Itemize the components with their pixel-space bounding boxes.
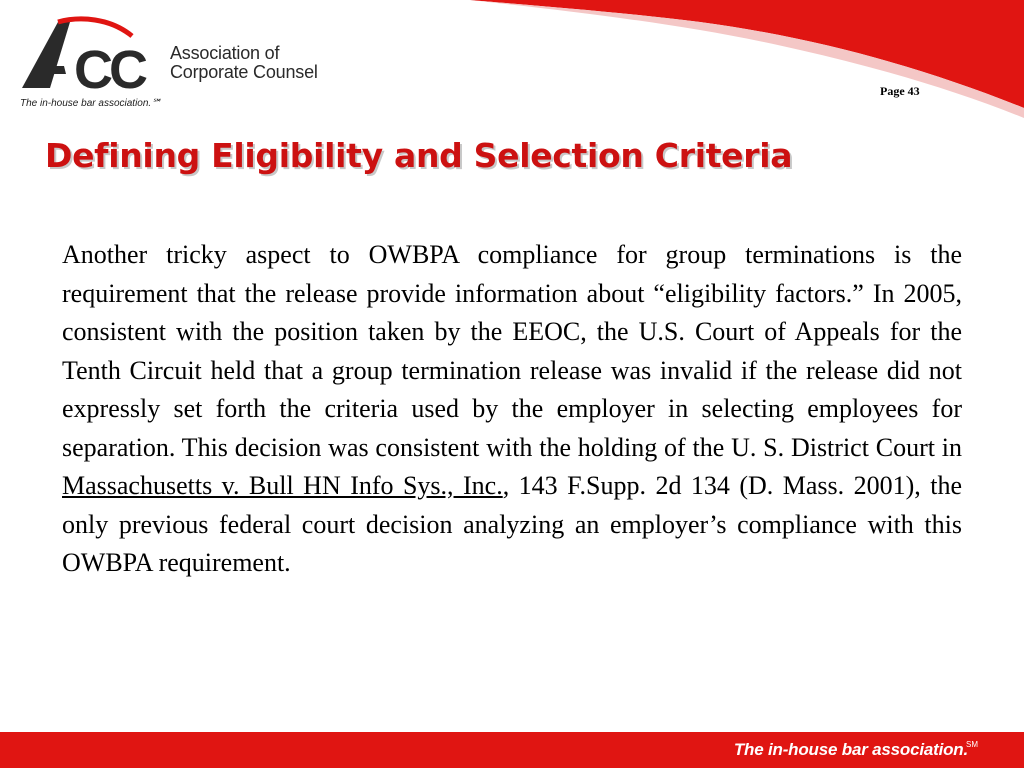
logo-tagline: The in-house bar association.℠: [20, 98, 162, 109]
slide-body: [62, 236, 962, 583]
logo-org-line1: Association of: [170, 43, 280, 63]
slide-title: Defining Eligibility and Selection Criteria: [45, 136, 793, 175]
logo-org-line2: Corporate Counsel: [170, 62, 318, 82]
page-number: Page 43: [880, 84, 920, 98]
logo-org-name: [170, 44, 318, 82]
footer-slogan: The in-house bar association.: [733, 740, 968, 759]
footer-bar: [0, 732, 1024, 768]
body-text-conclusion: , 143 F.Supp. 2d 134 (D. Mass. 2001), the only previous federal court decision analyzing an employer’s compliance with this OWBPA requirement.: [62, 471, 962, 577]
case-citation-link[interactable]: Massachusetts v. Bull HN Info Sys., Inc.: [62, 471, 503, 500]
svg-text:CC: CC: [74, 40, 144, 96]
body-text-intro: Another tricky aspect to OWBPA compliance for group terminations is the requirement that the release provide information about “eligibility factors.” In 2005, consistent with the position taken by the EEOC, the U.S. Court of Appeals for the Tenth Circuit held that a group termination release was invalid if the release did not expressly set forth the criteria used by the employer in selecting employees for separation. This decision was consistent with the holding of the U. S. District Court in: [62, 240, 962, 462]
acc-logo-mark: [20, 16, 180, 96]
footer-service-mark: SM: [966, 740, 978, 749]
